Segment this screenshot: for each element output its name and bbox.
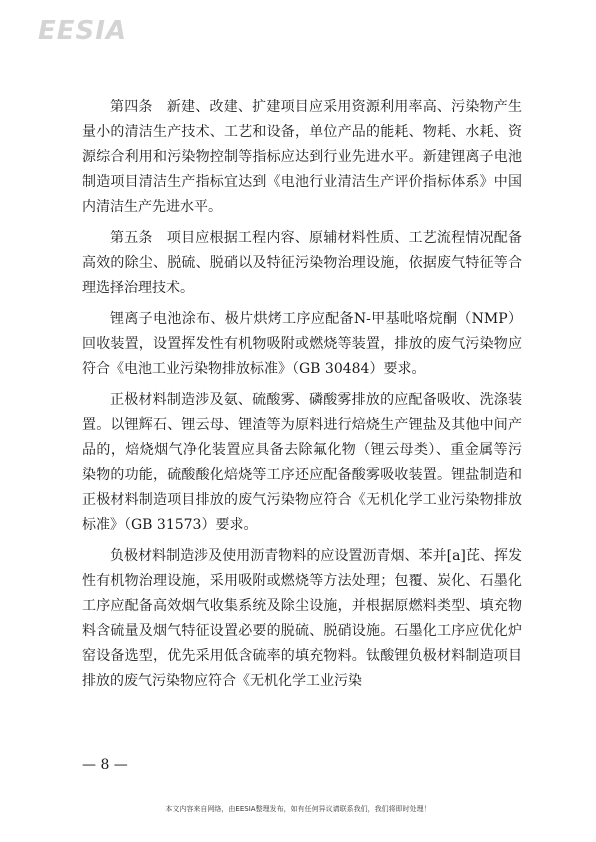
paragraph-article-4: 第四条 新建、改建、扩建项目应采用资源利用率高、污染物产生量小的清洁生产技术、工艺和设备，单位产品的能耗、物耗、水耗、资源综合利用和污染物控制等指标应达到行业先进水平。新建锂离子电池制造项目清洁生产指标宜达到《电池行业清洁生产评价指标体系》中国内清洁生产先进水平。 xyxy=(82,99,522,215)
paragraph-article-5: 第五条 项目应根据工程内容、原辅材料性质、工艺流程情况配备高效的除尘、脱硫、脱硝以及特征污染物治理设施，依据废气特征等合理选择治理技术。 xyxy=(82,230,522,296)
paragraph-cathode-materials: 正极材料制造涉及氨、硫酸雾、磷酸雾排放的应配备吸收、洗涤装置。以锂辉石、锂云母、锂渣等为原料进行焙烧生产锂盐及其他中间产品的，焙烧烟气净化装置应具备去除氟化物（锂云母类）、重金属等污染物的功能，硫酸酸化焙烧等工序还应配备酸雾吸收装置。锂盐制造和正极材料制造项目排放的废气污染物应符合《无机化学工业污染物排放标准》（GB 31573）要求。 xyxy=(82,392,522,533)
paragraph-anode-materials: 负极材料制造涉及使用沥青物料的应设置沥青烟、苯并[a]芘、挥发性有机物治理设施，采用吸附或燃烧等方法处理；包覆、炭化、石墨化工序应配备高效烟气收集系统及除尘设施，并根据原燃料类型、填充物料含硫量及烟气特征设置必要的脱硫、脱硝设施。石墨化工序应优化炉窑设备选型，优先采用低含硫率的填充物料。钛酸锂负极材料制造项目排放的废气污染物应符合《无机化学工业污染 xyxy=(82,548,522,689)
eesia-logo: EESIA xyxy=(38,16,128,46)
page-number: — 8 — xyxy=(82,757,128,773)
document-body xyxy=(82,95,522,700)
footer-disclaimer: 本文内容来自网络，由EESIA整理发布，如有任何异议请联系我们，我们将即时处理！ xyxy=(165,805,431,813)
paragraph-nmp-recovery: 锂离子电池涂布、极片烘烤工序应配备N-甲基吡咯烷酮（NMP）回收装置，设置挥发性有机物吸附或燃烧等装置，排放的废气污染物应符合《电池工业污染物排放标准》（GB 30484）要求。 xyxy=(82,311,522,377)
